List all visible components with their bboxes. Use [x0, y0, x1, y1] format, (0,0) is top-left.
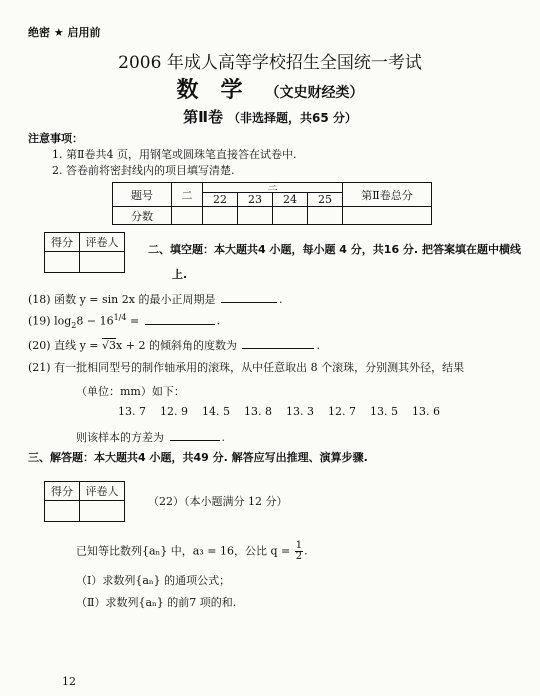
- page-number: 12: [62, 675, 76, 688]
- q21-answer-blank[interactable]: [170, 430, 220, 441]
- q22-given: 已知等比数列{aₙ} 中，a₃ = 16，公比 q = $\frac{1}{2}$ .: [76, 540, 308, 562]
- q22-ratio-numerator: 1: [295, 540, 303, 551]
- q19-log: log: [54, 314, 72, 328]
- q22-ratio-fraction: [295, 541, 303, 562]
- q18-text: 函数 y = sin 2x 的最小正周期是: [54, 293, 216, 306]
- grader-name-cell[interactable]: [80, 501, 125, 522]
- q20-pre: 直线 y =: [54, 339, 103, 352]
- volume-title: 第Ⅱ卷: [183, 108, 223, 126]
- sample-value: 13. 6: [412, 405, 440, 418]
- q22-ratio-denominator: 2: [295, 551, 303, 562]
- q19-number: (19): [28, 314, 51, 328]
- q18-number: (18): [28, 293, 51, 306]
- grader-score-cell[interactable]: [45, 252, 80, 273]
- q21-sample-values: [118, 405, 454, 418]
- score-table-section2: 二: [172, 183, 203, 207]
- q20-answer-blank[interactable]: [242, 338, 314, 349]
- q18-answer-blank[interactable]: [221, 292, 277, 303]
- volume-note: （非选择题，共65 分）: [228, 111, 357, 125]
- question-19: (19) $\log_28 - 16^{1/4}$ = .: [28, 313, 221, 330]
- grader-score-label: 得分: [45, 482, 80, 501]
- score-table-sub-25: 25: [308, 193, 343, 207]
- q20-post: x + 2 的倾斜角的度数为: [116, 339, 237, 352]
- q22-given-text: 已知等比数列{aₙ} 中，a₃ = 16，公比 q =: [76, 544, 294, 558]
- q22-part-1: （Ⅰ）求数列{aₙ} 的通项公式；: [76, 574, 231, 587]
- score-table-col-label: 题号: [113, 183, 172, 207]
- notice-item-1: 1. 第Ⅱ卷共4 页，用钢笔或圆珠笔直接答在试卷中.: [52, 148, 297, 161]
- subject-line: [0, 73, 540, 104]
- score-cell-2[interactable]: [172, 207, 203, 225]
- grader-name-cell[interactable]: [80, 252, 125, 273]
- q19-exponent: 1/4: [113, 313, 127, 322]
- volume-line: [0, 106, 540, 127]
- grader-name-label: 评卷人: [80, 482, 125, 501]
- q20-sqrt: √3: [102, 339, 117, 352]
- sample-value: 12. 7: [328, 405, 356, 418]
- q19-log-base: 2: [71, 320, 77, 330]
- grader-box-q22: [44, 481, 125, 522]
- score-table-section3: 三: [203, 183, 343, 193]
- score-table-total-label: 第Ⅱ卷总分: [343, 183, 432, 207]
- section2-heading-tail: 上.: [172, 268, 188, 281]
- question-18: (18) 函数 y = sin 2x 的最小正周期是 .: [28, 293, 283, 306]
- score-cell-23[interactable]: [238, 207, 273, 225]
- score-cell-24[interactable]: [273, 207, 308, 225]
- notice-heading: 注意事项：: [28, 132, 83, 145]
- q22-title: （22）（本小题满分 12 分）: [148, 495, 288, 508]
- score-table: [112, 182, 432, 225]
- q21-text: 有一批相同型号的制作轴承用的滚珠，从中任意取出 8 个滚珠，分别测其外径，结果: [54, 361, 465, 374]
- q21-ask: 则该样本的方差为 .: [76, 431, 225, 444]
- score-table-sub-23: 23: [238, 193, 273, 207]
- section2-heading: 二、填空题：本大题共4 小题，每小题 4 分，共16 分. 把答案填在题中横线: [148, 243, 521, 256]
- q19-answer-blank[interactable]: [145, 314, 215, 325]
- score-table-sub-22: 22: [203, 193, 238, 207]
- score-table-row-label: 分数: [113, 207, 172, 225]
- sample-value: 13. 5: [370, 405, 398, 418]
- score-cell-22[interactable]: [203, 207, 238, 225]
- grader-name-label: 评卷人: [80, 233, 125, 252]
- exam-title: 2006 年成人高等学校招生全国统一考试: [118, 53, 422, 73]
- q21-number: (21): [28, 361, 51, 374]
- q21-ask-text: 则该样本的方差为: [76, 431, 164, 444]
- question-21: [28, 359, 464, 375]
- q19-equals: =: [129, 314, 140, 328]
- question-20: (20) 直线 y = √3x + 2 的倾斜角的度数为 .: [28, 339, 320, 352]
- notice-item-2: 2. 答卷前将密封线内的项目填写清楚.: [52, 164, 235, 177]
- q20-number: (20): [28, 339, 51, 352]
- q19-arg: 8 − 16: [76, 314, 114, 328]
- section3-heading: 三、解答题：本大题共4 小题，共49 分. 解答应写出推理、演算步骤.: [28, 451, 368, 464]
- subject-note: （文史财经类）: [265, 85, 364, 101]
- q22-part-2: （Ⅱ）求数列{aₙ} 的前7 项的和.: [76, 596, 237, 609]
- grader-score-cell[interactable]: [45, 501, 80, 522]
- grader-box-section2: [44, 232, 125, 273]
- q21-unit: （单位：mm）如下：: [76, 385, 185, 398]
- subject-title: 数 学: [176, 78, 243, 103]
- sample-value: 13. 3: [286, 405, 314, 418]
- score-cell-total[interactable]: [343, 207, 432, 225]
- sample-value: 13. 8: [244, 405, 272, 418]
- sample-value: 14. 5: [202, 405, 230, 418]
- sample-value: 12. 9: [160, 405, 188, 418]
- confidential-label: 绝密 ★ 启用前: [28, 26, 101, 39]
- grader-score-label: 得分: [45, 233, 80, 252]
- score-table-sub-24: 24: [273, 193, 308, 207]
- sample-value: 13. 7: [118, 405, 146, 418]
- score-cell-25[interactable]: [308, 207, 343, 225]
